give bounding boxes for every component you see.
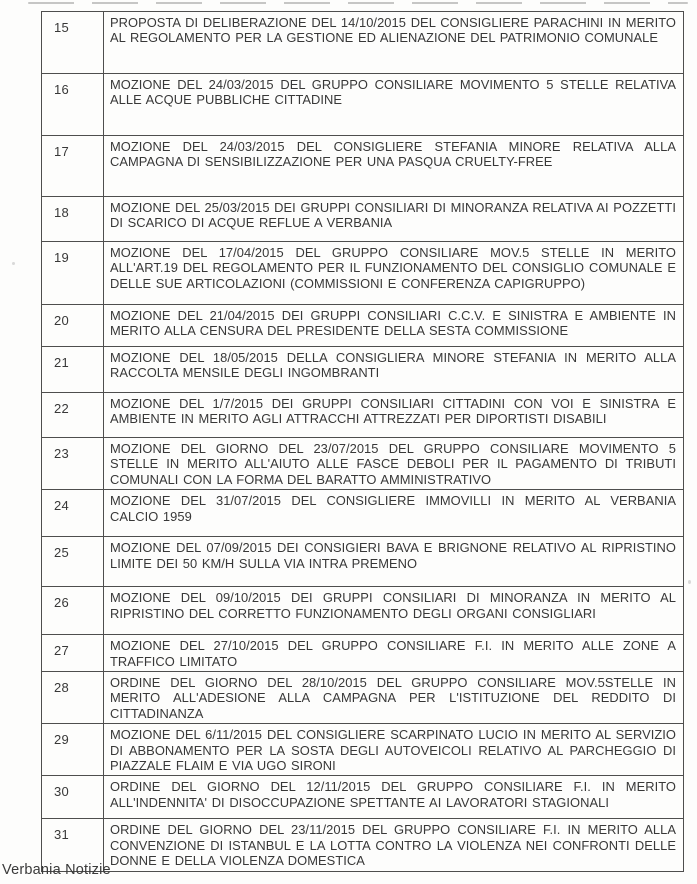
- row-number-cell: 17: [42, 136, 104, 197]
- row-text-cell: MOZIONE DEL 1/7/2015 DEI GRUPPI CONSILIARI CITTADINI CON VOI E SINISTRA E AMBIENTE IN MERITO AGLI ATTRACCHI ATTREZZATI PER DIPORTISTI DISABILI: [104, 393, 684, 438]
- row-text-cell: MOZIONE DEL 24/03/2015 DEL CONSIGLIERE STEFANIA MINORE RELATIVA ALLA CAMPAGNA DI SENSIBILIZZAZIONE PER UNA PASQUA CRUELTY-FREE: [104, 136, 684, 197]
- table-row: [42, 197, 684, 242]
- table-row: [42, 242, 684, 305]
- row-text-cell: MOZIONE DEL 21/04/2015 DEI GRUPPI CONSILIARI C.C.V. E SINISTRA E AMBIENTE IN MERITO ALLA CENSURA DEL PRESIDENTE DELLA SESTA COMMISSIONE: [104, 305, 684, 347]
- row-text-cell: ORDINE DEL GIORNO DEL 28/10/2015 DEL GRUPPO CONSILIARE MOV.5STELLE IN MERITO ALL'ADESIONE ALLA CAMPAGNA PER L'ISTITUZIONE DEL REDDITO DI CITTADINANZA: [104, 672, 684, 724]
- scan-artifact-line: [28, 2, 688, 4]
- table-row: [42, 635, 684, 672]
- row-text-cell: MOZIONE DEL GIORNO DEL 23/07/2015 DEL GRUPPO CONSILIARE MOVIMENTO 5 STELLE IN MERITO ALL'AIUTO ALLE FASCE DEBOLI PER IL PAGAMENTO DI TRIBUTI COMUNALI CON LA FORMA DEL BARATTO AMMINISTRATIVO: [104, 438, 684, 490]
- row-number-cell: 30: [42, 776, 104, 819]
- table-row: [42, 490, 684, 537]
- row-number-cell: 22: [42, 393, 104, 438]
- row-number-cell: 26: [42, 587, 104, 635]
- row-number-cell: 29: [42, 724, 104, 776]
- row-text-cell: MOZIONE DEL 25/03/2015 DEI GRUPPI CONSILIARI DI MINORANZA RELATIVA AI POZZETTI DI SCARICO DI ACQUE REFLUE A VERBANIA: [104, 197, 684, 242]
- table-row: [42, 347, 684, 393]
- row-number-cell: 21: [42, 347, 104, 393]
- row-number-cell: 27: [42, 635, 104, 672]
- row-text-cell: MOZIONE DEL 07/09/2015 DEI CONSIGIERI BAVA E BRIGNONE RELATIVO AL RIPRISTINO LIMITE DEI 50 KM/H SULLA VIA INTRA PREMENO: [104, 537, 684, 587]
- row-number-cell: 23: [42, 438, 104, 490]
- table-row: [42, 74, 684, 136]
- table-row: [42, 305, 684, 347]
- table-row: [42, 672, 684, 724]
- row-number-cell: 31: [42, 819, 104, 871]
- row-text-cell: MOZIONE DEL 31/07/2015 DEL CONSIGLIERE IMMOVILLI IN MERITO AL VERBANIA CALCIO 1959: [104, 490, 684, 537]
- table-row: [42, 819, 684, 871]
- table-row: [42, 136, 684, 197]
- row-number-cell: 28: [42, 672, 104, 724]
- source-caption: Verbania Notizie: [2, 862, 111, 878]
- row-number-cell: 19: [42, 242, 104, 305]
- table-row: [42, 537, 684, 587]
- row-number-cell: 16: [42, 74, 104, 136]
- row-text-cell: PROPOSTA DI DELIBERAZIONE DEL 14/10/2015 DEL CONSIGLIERE PARACHINI IN MERITO AL REGOLAMENTO PER LA GESTIONE ED ALIENAZIONE DEL PATRIMONIO COMUNALE: [104, 12, 684, 74]
- table-row: [42, 776, 684, 819]
- row-text-cell: MOZIONE DEL 17/04/2015 DEL GRUPPO CONSILIARE MOV.5 STELLE IN MERITO ALL'ART.19 DEL REGOLAMENTO PER IL FUNZIONAMENTO DEL CONSIGLIO COMUNALE E DELLE SUE ARTICOLAZIONI (COMMISSIONI E CONFERENZA CAPIGRUPPO): [104, 242, 684, 305]
- table-row: [42, 587, 684, 635]
- scan-speck: [688, 580, 691, 584]
- table-row: [42, 393, 684, 438]
- row-text-cell: MOZIONE DEL 18/05/2015 DELLA CONSIGLIERA MINORE STEFANIA IN MERITO ALLA RACCOLTA MENSILE DEGLI INGOMBRANTI: [104, 347, 684, 393]
- row-text-cell: MOZIONE DEL 27/10/2015 DEL GRUPPO CONSILIARE F.I. IN MERITO ALLE ZONE A TRAFFICO LIMITATO: [104, 635, 684, 672]
- row-number-cell: 20: [42, 305, 104, 347]
- row-number-cell: 25: [42, 537, 104, 587]
- row-number-cell: 15: [42, 12, 104, 74]
- table-row: [42, 12, 684, 74]
- row-text-cell: ORDINE DEL GIORNO DEL 12/11/2015 DEL GRUPPO CONSILIARE F.I. IN MERITO ALL'INDENNITA' DI DISOCCUPAZIONE SPETTANTE AI LAVORATORI STAGIONALI: [104, 776, 684, 819]
- row-text-cell: MOZIONE DEL 24/03/2015 DEL GRUPPO CONSILIARE MOVIMENTO 5 STELLE RELATIVA ALLE ACQUE PUBBLICHE CITTADINE: [104, 74, 684, 136]
- row-number-cell: 24: [42, 490, 104, 537]
- row-text-cell: MOZIONE DEL 09/10/2015 DEI GRUPPI CONSILIARI DI MINORANZA IN MERITO AL RIPRISTINO DEL CORRETTO FUNZIONAMENTO DEGLI ORGANI CONSIGLIARI: [104, 587, 684, 635]
- row-text-cell: MOZIONE DEL 6/11/2015 DEL CONSIGLIERE SCARPINATO LUCIO IN MERITO AL SERVIZIO DI ABBONAMENTO PER LA SOSTA DEGLI AUTOVEICOLI RELATIVO AL PARCHEGGIO DI PIAZZALE FLAIM E VIA UGO SIRONI: [104, 724, 684, 776]
- row-number-cell: 18: [42, 197, 104, 242]
- council-agenda-table: [41, 11, 684, 872]
- scan-speck: [12, 262, 15, 265]
- row-text-cell: ORDINE DEL GIORNO DEL 23/11/2015 DEL GRUPPO CONSILIARE F.I. IN MERITO ALLA CONVENZIONE DI ISTANBUL E LA LOTTA CONTRO LA VIOLENZA NEI CONFRONTI DELLE DONNE E DELLA VIOLENZA DOMESTICA: [104, 819, 684, 871]
- table-row: [42, 438, 684, 490]
- table-row: [42, 724, 684, 776]
